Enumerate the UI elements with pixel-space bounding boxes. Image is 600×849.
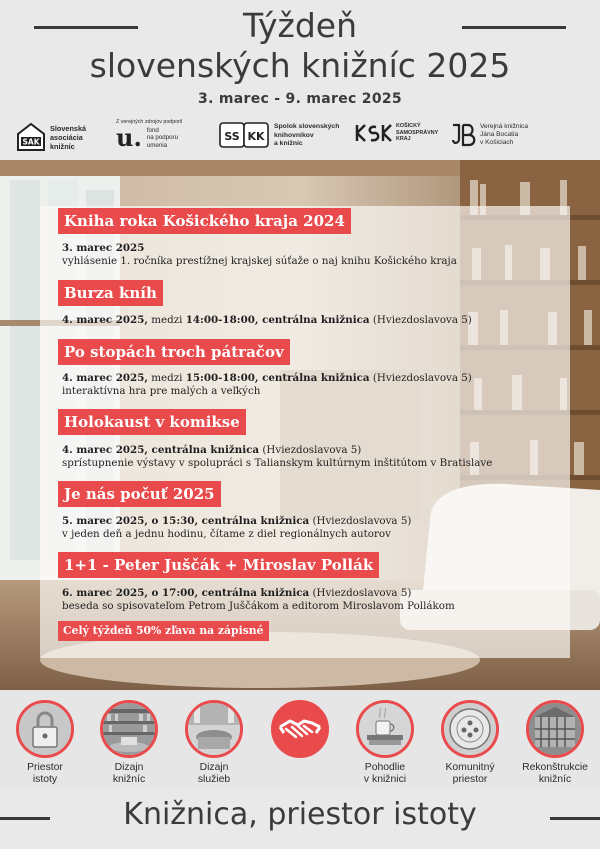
event-description: beseda so spisovateľom Petrom Juščákom a editorom Miroslavom Pollákom [62,600,455,612]
event-date: 4. marec 2025, medzi 15:00-18:00, centrálna knižnica (Hviezdoslavova 5) [62,372,472,384]
event-date: 4. marec 2025, medzi 14:00-18:00, centrálna knižnica (Hviezdoslavova 5) [62,314,472,326]
footer-slogan: Knižnica, priestor istoty [123,797,477,832]
icon-label: Pohodlie v knižnici [363,762,407,785]
fpu-logo-top: Z verejných zdrojov podporil [116,119,183,125]
page-title-line1: Týždeň [242,6,358,45]
icon-item-rekonstrukcie [510,700,600,786]
sskk-logo-text: Spolok slovenských knihovníkov a knižníc [274,123,340,148]
event-date: 6. marec 2025, o 17:00, centrálna knižnica (Hviezdoslavova 5) [62,587,412,599]
fpu-logo-mark: u. [116,123,142,152]
fpu-logo-text: fond na podporu umenia [146,127,179,149]
icon-item-pohodlie [340,700,430,786]
icon-item-dizajn-sluzieb [169,700,259,786]
event-title: 1+1 - Peter Juščák + Miroslav Pollák [58,552,379,578]
logo-sak [16,122,86,152]
discount-badge: Celý týždeň 50% zľava na zápisné [58,621,269,641]
icon-item-komunitny-priestor [425,700,515,786]
event-description: sprístupnenie výstavy v spolupráci s Talianskym kultúrnym inštitútom v Bratislave [62,457,493,469]
page-title-line2: slovenských knižníc 2025 [89,46,511,85]
icon-item-dizajn-kniznic [84,700,174,786]
vkjb-logo-icon [449,122,477,148]
sskk-logo-icon [219,122,271,150]
event-title: Burza kníh [58,280,163,306]
ksk-logo-icon [354,122,394,144]
icon-item-priestor-istoty [0,700,90,786]
coffee-books-icon [356,700,414,758]
community-seal-icon [441,700,499,758]
reconstruction-icon [526,700,584,758]
icon-label: Rekonštrukcie knižníc [522,762,588,785]
logo-sskk [219,122,339,150]
ksk-logo-text: KOŠICKÝ SAMOSPRÁVNY KRAJ [396,123,439,143]
event-dates: 3. marec - 9. marec 2025 [198,91,402,107]
icon-label: Dizajn služieb [197,762,231,785]
event-title: Holokaust v komikse [58,409,246,435]
icon-label: Dizajn knižníc [112,762,146,785]
library-interior-icon [100,700,158,758]
lock-icon [16,700,74,758]
svg-text:SAK: SAK [22,137,40,147]
vkjb-logo-text: Verejná knižnica Jána Bocatia v Košiciach [480,122,529,147]
icon-item-handshake [255,700,345,762]
icon-label: Priestor istoty [27,762,63,785]
svg-text:SS: SS [224,130,240,143]
logo-vkjb [449,122,528,148]
event-date: 4. marec 2025, centrálna knižnica (Hviezdoslavova 5) [62,444,362,456]
event-description: v jeden deň a jednu hodinu, čítame z diel regionálnych autorov [62,528,391,540]
sak-logo-icon [16,122,46,152]
sak-logo-text: Slovenská asociácia knižníc [50,123,87,151]
icon-label: Komunitný priestor [445,762,495,785]
svg-text:KK: KK [247,130,265,143]
logo-fpu [116,119,182,151]
event-description: vyhlásenie 1. ročníka prestížnej krajskej súťaže o naj knihu Košického kraja [62,255,457,267]
event-date: 5. marec 2025, o 15:30, centrálna knižnica (Hviezdoslavova 5) [62,515,412,527]
logo-ksk [354,122,438,144]
event-title: Po stopách troch pátračov [58,339,290,365]
event-description: interaktívna hra pre malých a veľkých [62,385,261,397]
handshake-icon [271,700,329,758]
event-title: Kniha roka Košického kraja 2024 [58,208,351,234]
desk-icon [185,700,243,758]
event-date: 3. marec 2025 [62,242,145,254]
event-title: Je nás počuť 2025 [58,481,221,507]
